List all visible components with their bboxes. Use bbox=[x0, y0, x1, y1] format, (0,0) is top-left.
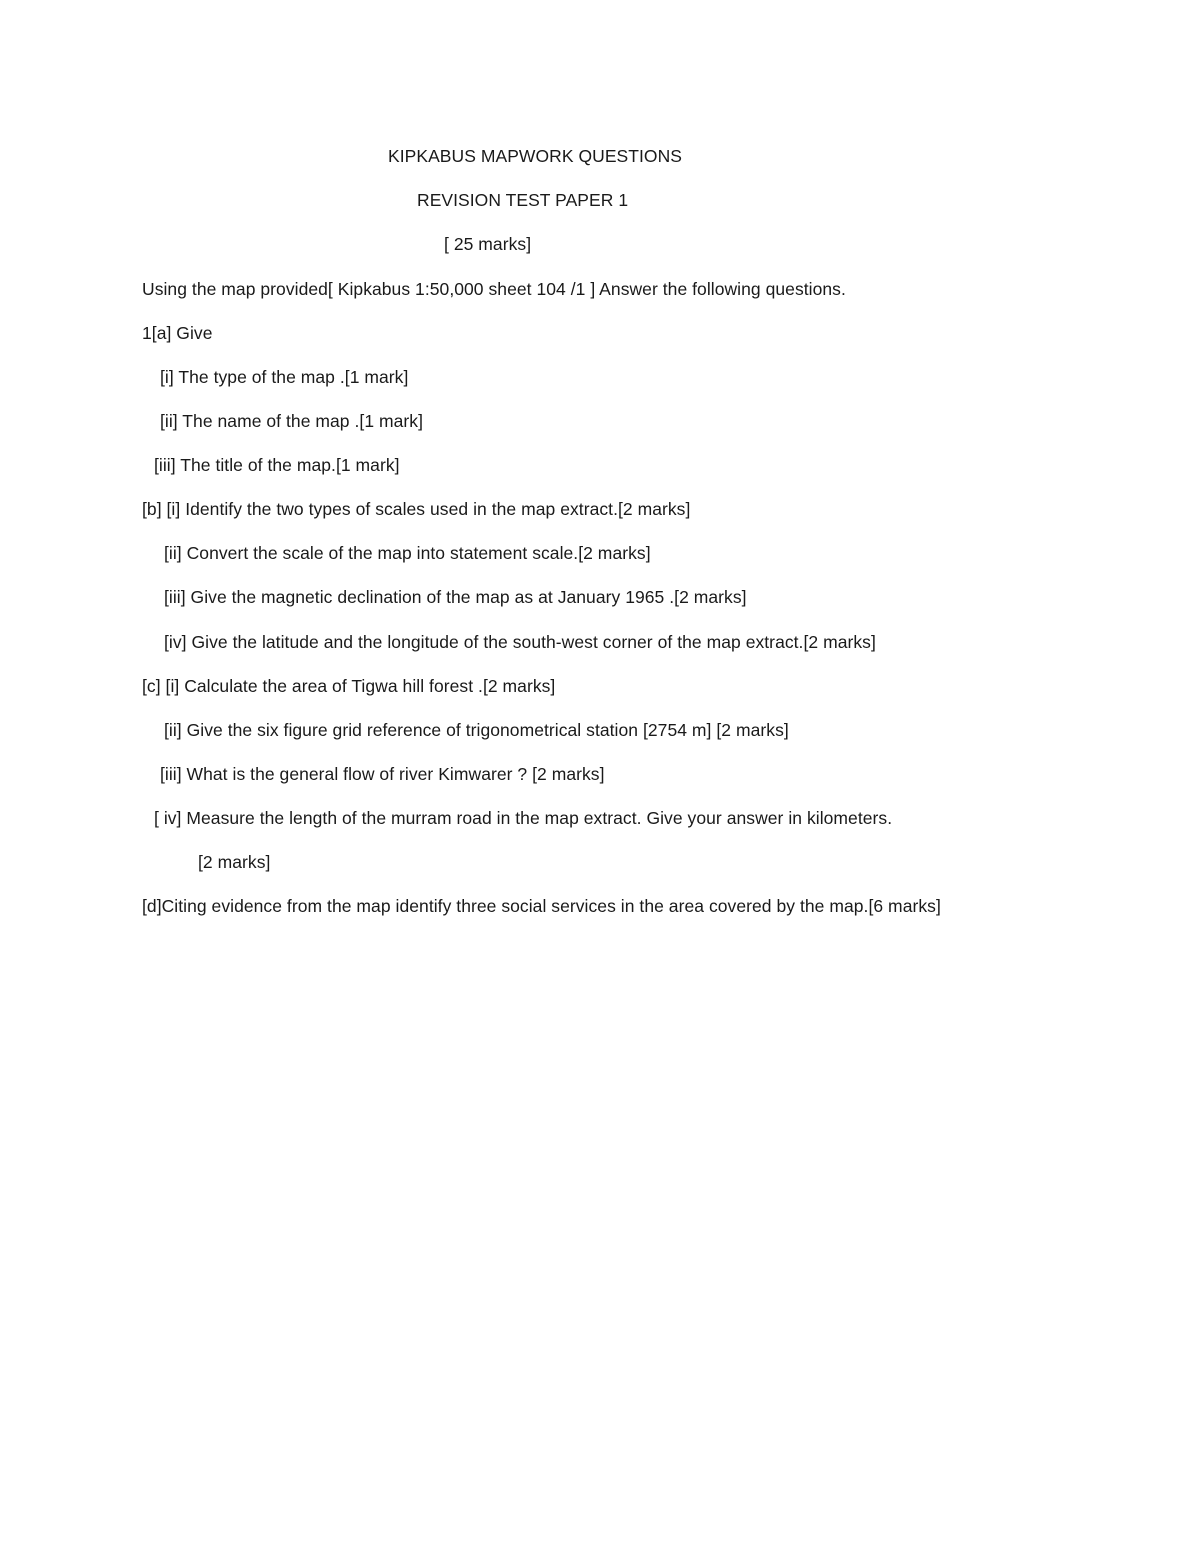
question-1c-ii: [ii] Give the six figure grid reference of trigonometrical station [2754 m] [2 marks] bbox=[164, 720, 789, 740]
question-1a-ii: [ii] The name of the map .[1 mark] bbox=[160, 411, 424, 431]
question-1a-iii: [iii] The title of the map.[1 mark] bbox=[154, 455, 400, 475]
document-subtitle: REVISION TEST PAPER 1 bbox=[417, 190, 629, 210]
question-1b-i: [b] [i] Identify the two types of scales used in the map extract.[2 marks] bbox=[142, 499, 691, 519]
question-1b-ii: [ii] Convert the scale of the map into statement scale.[2 marks] bbox=[164, 543, 651, 563]
question-1c-iv: [ iv] Measure the length of the murram road in the map extract. Give your answer in kilometers. bbox=[154, 808, 893, 828]
total-marks: [ 25 marks] bbox=[444, 234, 532, 254]
question-1b-iv: [iv] Give the latitude and the longitude of the south-west corner of the map extract.[2 marks] bbox=[164, 632, 876, 652]
instruction-text: Using the map provided[ Kipkabus 1:50,000 sheet 104 /1 ] Answer the following questions. bbox=[142, 279, 846, 299]
question-1b-iii: [iii] Give the magnetic declination of the map as at January 1965 .[2 marks] bbox=[164, 587, 747, 607]
question-1c-i: [c] [i] Calculate the area of Tigwa hill forest .[2 marks] bbox=[142, 676, 556, 696]
question-1a-i: [i] The type of the map .[1 mark] bbox=[160, 367, 409, 387]
question-1d: [d]Citing evidence from the map identify three social services in the area covered by the map.[6 marks] bbox=[142, 896, 941, 916]
document-title: KIPKABUS MAPWORK QUESTIONS bbox=[388, 146, 682, 166]
question-1c-iv-marks: [2 marks] bbox=[198, 852, 271, 872]
question-1c-iii: [iii] What is the general flow of river Kimwarer ? [2 marks] bbox=[160, 764, 605, 784]
question-1a-heading: 1[a] Give bbox=[142, 323, 213, 343]
